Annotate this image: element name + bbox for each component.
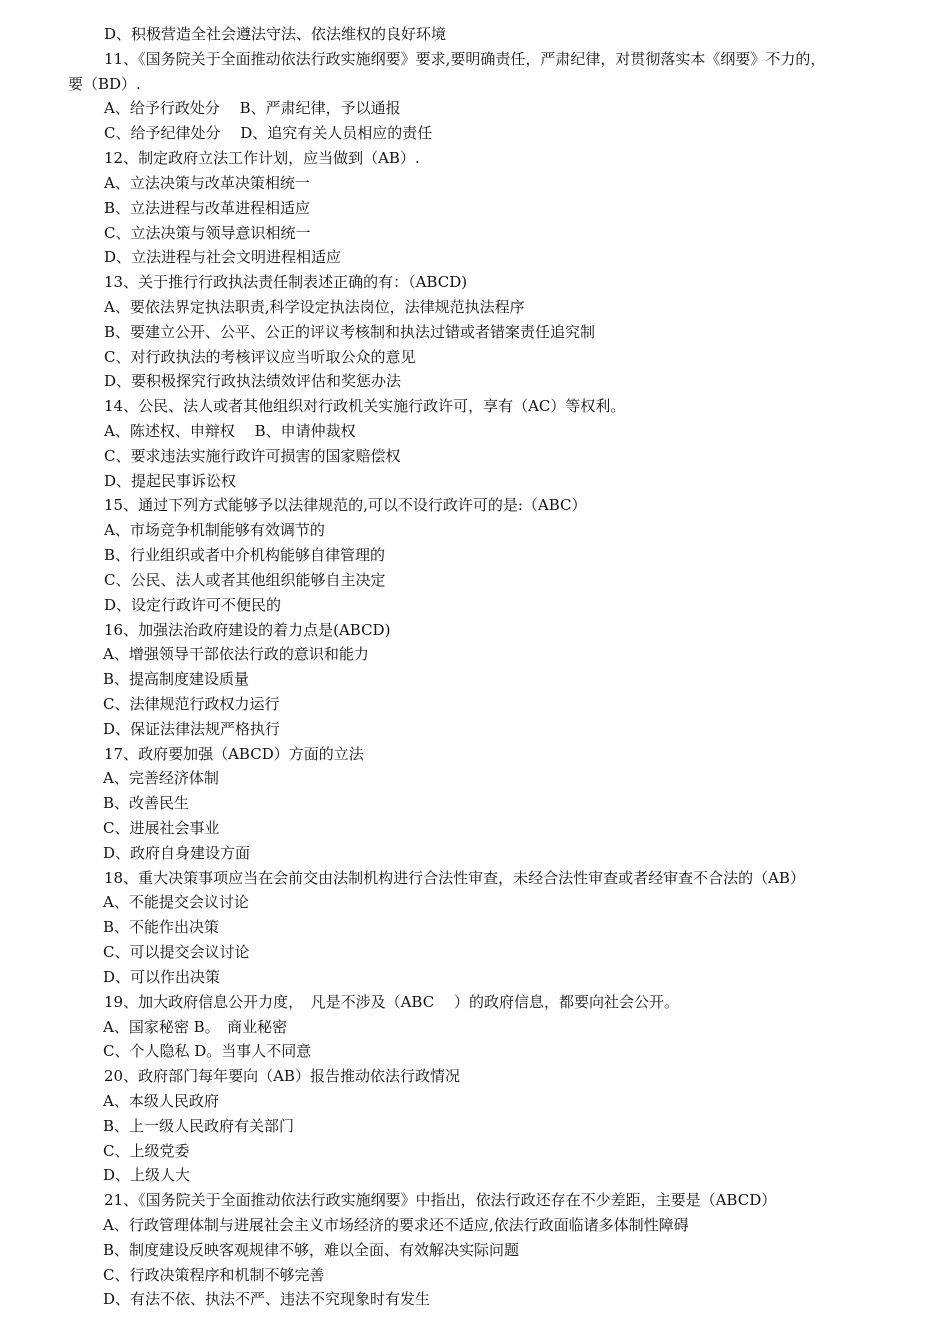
text-line: A、要依法界定执法职责,科学设定执法岗位，法律规范执法程序 bbox=[104, 297, 525, 316]
text-line: 要（BD）. bbox=[68, 74, 141, 93]
text-line: A、完善经济体制 bbox=[103, 769, 219, 788]
text-line: 11、《国务院关于全面推动依法行政实施纲要》要求,要明确责任，严肃纪律，对贯彻落实本《纲要》不力的， bbox=[104, 49, 826, 68]
text-line: B、不能作出决策 bbox=[103, 918, 220, 937]
text-line: D、有法不依、执法不严、违法不究现象时有发生 bbox=[103, 1290, 431, 1309]
text-line: C、给予纪律处分 D、追究有关人员相应的责任 bbox=[104, 124, 433, 143]
text-line: B、制度建设反映客观规律不够，难以全面、有效解决实际问题 bbox=[103, 1240, 520, 1259]
text-line: D、提起民事诉讼权 bbox=[104, 471, 237, 490]
text-line: C、法律规范行政权力运行 bbox=[103, 694, 280, 713]
text-line: A、行政管理体制与进展社会主义市场经济的要求还不适应,依法行政面临诸多体制性障碍 bbox=[103, 1216, 689, 1234]
text-line: 17、政府要加强（ABCD）方面的立法 bbox=[104, 744, 364, 763]
text-line: C、可以提交会议讨论 bbox=[103, 943, 250, 962]
text-line: B、改善民生 bbox=[103, 794, 190, 813]
text-line: D、政府自身建设方面 bbox=[103, 843, 251, 862]
text-line: 21、《国务院关于全面推动依法行政实施纲要》中指出，依法行政还存在不少差距，主要是（ABCD） bbox=[104, 1191, 777, 1210]
document-page bbox=[0, 22, 950, 1312]
text-line: B、立法进程与改革进程相适应 bbox=[104, 198, 311, 217]
text-line: C、要求违法实施行政许可损害的国家赔偿权 bbox=[104, 446, 401, 465]
text-line: A、增强领导干部依法行政的意识和能力 bbox=[103, 645, 369, 664]
text-line: A、立法决策与改革决策相统一 bbox=[104, 173, 310, 192]
text-line: A、国家秘密 B。 商业秘密 bbox=[103, 1017, 288, 1036]
text-line: D、设定行政许可不便民的 bbox=[104, 595, 282, 614]
text-line: 20、政府部门每年要向（AB）报告推动依法行政情况 bbox=[104, 1067, 460, 1086]
text-line: A、不能提交会议讨论 bbox=[103, 893, 249, 912]
text-line: D、立法进程与社会文明进程相适应 bbox=[104, 248, 342, 267]
text-line: A、市场竞争机制能够有效调节的 bbox=[104, 521, 325, 540]
text-line: B、上一级人民政府有关部门 bbox=[103, 1116, 295, 1135]
text-line: 15、通过下列方式能够予以法律规范的,可以不设行政许可的是:（ABC） bbox=[104, 496, 587, 515]
text-line: D、积极营造全社会遵法守法、依法维权的良好环境 bbox=[104, 25, 447, 43]
text-line: D、保证法律法规严格执行 bbox=[103, 719, 281, 738]
text-line: C、进展社会事业 bbox=[103, 819, 220, 837]
text-line: C、公民、法人或者其他组织能够自主决定 bbox=[104, 570, 386, 589]
text-line: A、本级人民政府 bbox=[103, 1091, 219, 1110]
text-line: B、提高制度建设质量 bbox=[103, 670, 250, 689]
text-line: C、上级党委 bbox=[103, 1141, 190, 1160]
text-line: 13、关于推行行政执法责任制表述正确的有：（ABCD) bbox=[104, 273, 468, 292]
text-line: D、要积极探究行政执法绩效评估和奖惩办法 bbox=[104, 372, 402, 391]
text-line: 12、制定政府立法工作计划，应当做到（AB）. bbox=[104, 149, 420, 168]
text-line: 19、加大政府信息公开力度， 凡是不涉及（ABC ）的政府信息，都要向社会公开。 bbox=[104, 992, 679, 1011]
text-line: 18、重大决策事项应当在会前交由法制机构进行合法性审查，未经合法性审查或者经审查不合法的（AB） bbox=[104, 868, 805, 887]
text-line: 16、加强法治政府建设的着力点是(ABCD) bbox=[104, 620, 391, 639]
text-line: C、个人隐私 D。当事人不同意 bbox=[103, 1042, 312, 1061]
text-line: C、立法决策与领导意识相统一 bbox=[104, 223, 311, 242]
text-line: 14、公民、法人或者其他组织对行政机关实施行政许可，享有（AC）等权利。 bbox=[104, 397, 626, 416]
text-line: B、行业组织或者中介机构能够自律管理的 bbox=[104, 546, 386, 565]
text-line: C、对行政执法的考核评议应当听取公众的意见 bbox=[104, 347, 416, 366]
text-line: D、可以作出决策 bbox=[103, 967, 221, 986]
text-line: D、上级人大 bbox=[103, 1166, 191, 1185]
text-line: B、要建立公开、公平、公正的评议考核制和执法过错或者错案责任追究制 bbox=[104, 322, 596, 341]
text-line: C、行政决策程序和机制不够完善 bbox=[103, 1265, 325, 1284]
text-line: A、陈述权、申辩权 B、申请仲裁权 bbox=[104, 422, 356, 440]
text-line: A、给予行政处分 B、严肃纪律，予以通报 bbox=[104, 99, 401, 118]
